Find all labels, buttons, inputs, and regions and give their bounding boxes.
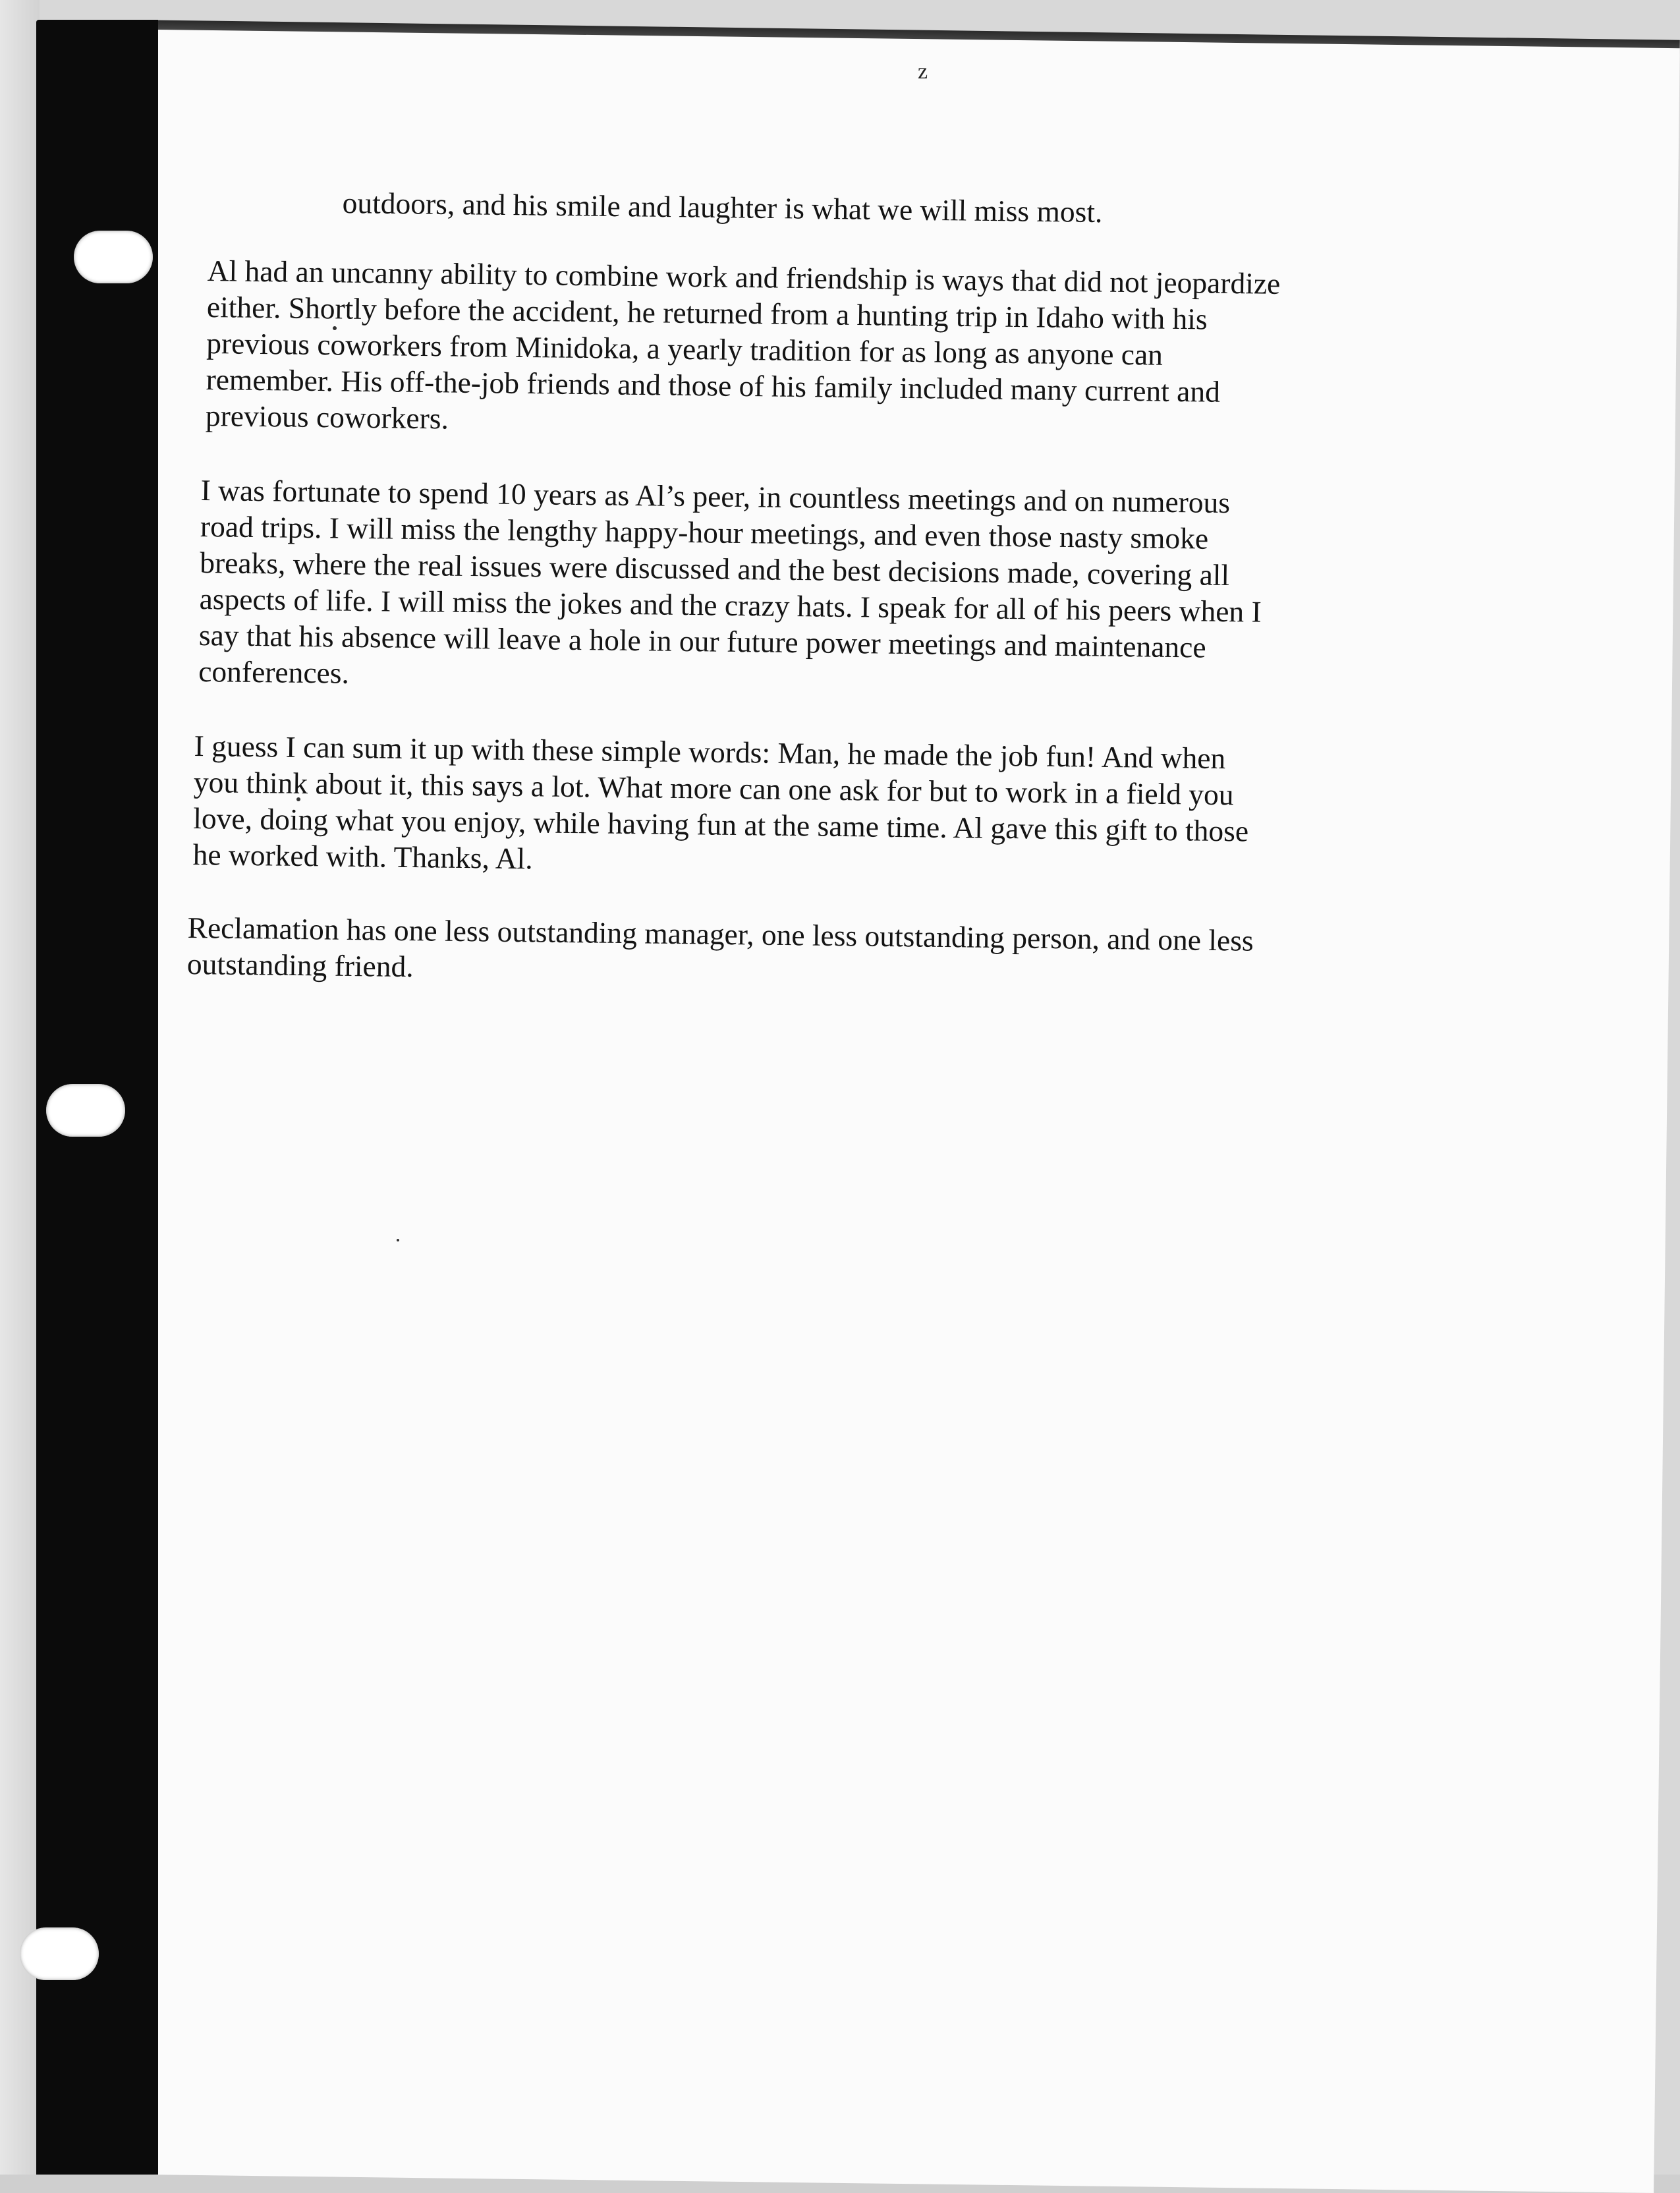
paragraph-3: I was fortunate to spend 10 years as Al’s peer, in countless meetings and on numerous road trips. I will miss the lengthy happy-hour meetings, and even those nasty smoke breaks, where the real issues were discussed and the best decisions made, covering all aspects of life. I will miss the jokes and the crazy hats. I speak for all of his peers when I say that his absence will leave a hole in our future power meetings and maintenance conferences. [198,472,1262,690]
paragraph-2: Al had an uncanny ability to combine work and friendship is ways that did not jeopardize either. Shortly before the accident, he returned from a hunting trip in Idaho with his previous coworkers from Minidoka, a yearly tradition for as long as anyone can remember. His off-the-job friends and those of his family included many current and previous coworkers. [205,253,1281,436]
punch-hole-bottom [20,1927,99,1980]
punch-hole-top [74,231,153,283]
letter-body [186,185,1482,1031]
binder-strip [36,20,158,2175]
paragraph-5: Reclamation has one less outstanding manager, one less outstanding person, and one less outstanding friend. [186,910,1254,984]
page-mark: z [918,59,928,84]
scan-margin [0,0,40,2175]
punch-hole-middle [46,1084,125,1137]
scan-speck [397,1239,399,1241]
paragraph-4: I guess I can sum it up with these simple words: Man, he made the job fun! And when you think about it, this says a lot. What more can one ask for but to work in a field you love, doing what you enjoy, while having fun at the same time. Al gave this gift to those he worked with. Thanks, Al. [192,728,1249,876]
paragraph-1: outdoors, and his smile and laughter is what we will miss most. [342,185,1103,229]
